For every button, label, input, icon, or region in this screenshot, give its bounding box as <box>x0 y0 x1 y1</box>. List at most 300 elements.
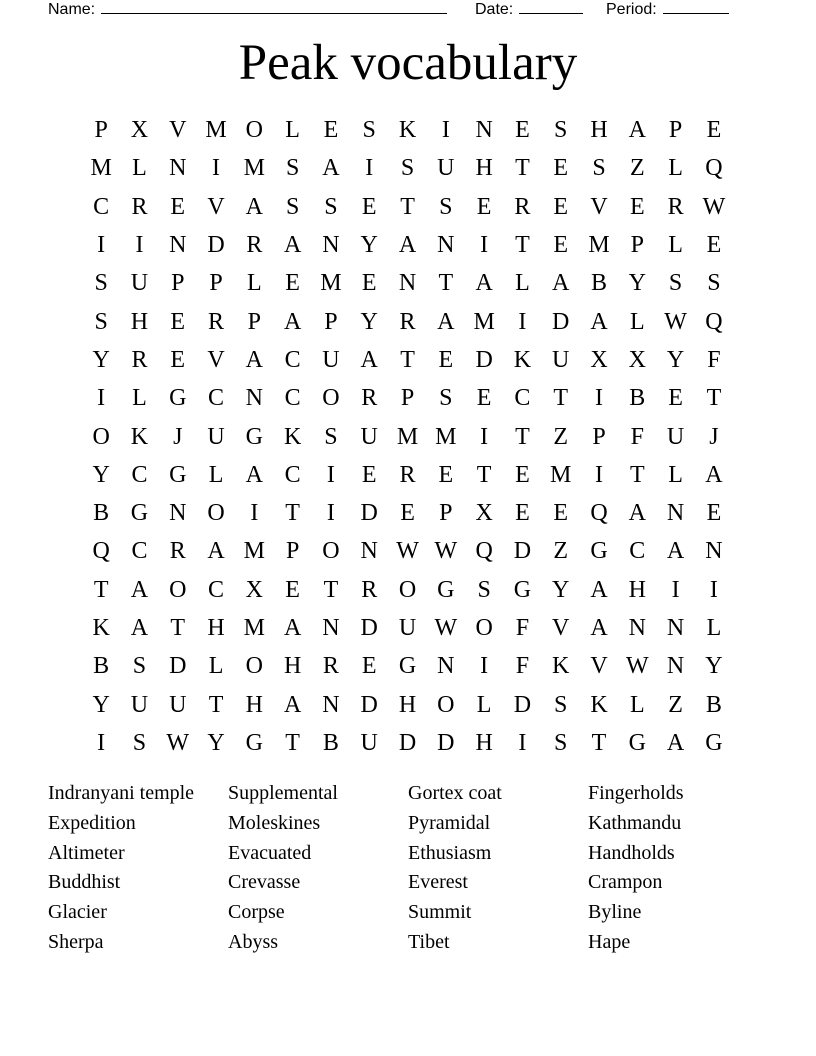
grid-letter[interactable]: E <box>706 117 722 144</box>
grid-letter[interactable]: K <box>398 117 417 144</box>
grid-letter[interactable]: G <box>628 729 646 756</box>
grid-letter[interactable]: R <box>322 653 339 680</box>
grid-letter[interactable]: X <box>590 346 608 373</box>
grid-letter[interactable]: D <box>360 691 378 718</box>
grid-letter[interactable]: M <box>550 461 572 488</box>
grid-letter[interactable]: V <box>590 653 608 680</box>
grid-letter[interactable]: E <box>515 117 530 144</box>
grid-letter[interactable]: Z <box>629 155 645 182</box>
grid-letter[interactable]: A <box>245 461 263 488</box>
word-bank-item: Glacier <box>48 901 107 924</box>
grid-letter[interactable]: I <box>595 461 603 488</box>
grid-letter[interactable]: L <box>668 155 683 182</box>
grid-letter[interactable]: F <box>707 346 721 373</box>
grid-letter[interactable]: B <box>591 270 608 297</box>
grid-letter[interactable]: Y <box>92 461 110 488</box>
grid-letter[interactable]: E <box>515 461 530 488</box>
grid-letter[interactable]: A <box>666 538 685 565</box>
grid-letter[interactable]: U <box>130 691 149 718</box>
grid-letter[interactable]: M <box>320 270 342 297</box>
grid-letter[interactable]: N <box>322 615 340 641</box>
grid-letter[interactable]: P <box>209 270 223 297</box>
grid-letter[interactable]: U <box>666 423 685 450</box>
grid-letter[interactable]: N <box>437 232 455 259</box>
grid-letter[interactable]: I <box>250 500 259 527</box>
grid-letter[interactable]: A <box>283 308 302 335</box>
grid-letter[interactable]: I <box>97 385 106 412</box>
grid-letter[interactable]: M <box>243 538 265 565</box>
grid-letter[interactable]: M <box>396 423 419 450</box>
grid-letter[interactable]: A <box>552 270 570 297</box>
grid-letter[interactable]: A <box>590 576 608 603</box>
grid-letter[interactable]: W <box>396 538 419 565</box>
grid-letter[interactable]: I <box>595 385 603 412</box>
name-field[interactable] <box>48 0 447 19</box>
grid-letter[interactable]: L <box>208 461 224 488</box>
grid-letter[interactable]: Q <box>705 308 723 335</box>
grid-letter[interactable]: E <box>668 385 683 412</box>
grid-letter[interactable]: A <box>322 155 340 182</box>
grid-letter[interactable]: E <box>170 308 186 335</box>
grid-letter[interactable]: L <box>208 653 224 680</box>
grid-letter[interactable]: P <box>94 117 108 144</box>
grid-letter[interactable]: I <box>518 729 527 756</box>
grid-letter[interactable]: G <box>590 538 608 565</box>
grid-letter[interactable]: D <box>207 232 225 259</box>
grid-letter[interactable]: W <box>434 615 458 641</box>
grid-letter[interactable]: W <box>702 193 726 220</box>
grid-letter[interactable]: P <box>285 538 300 565</box>
grid-letter[interactable]: P <box>668 117 683 144</box>
grid-letter[interactable]: G <box>705 729 723 756</box>
grid-letter[interactable]: E <box>553 193 569 220</box>
grid-letter[interactable]: I <box>365 155 374 182</box>
grid-letter[interactable]: N <box>245 385 263 412</box>
grid-letter[interactable]: N <box>437 653 455 680</box>
grid-letter[interactable]: L <box>285 117 300 144</box>
grid-letter[interactable]: K <box>590 691 608 718</box>
grid-letter[interactable]: B <box>322 729 339 756</box>
grid-letter[interactable]: S <box>285 193 300 220</box>
grid-letter[interactable]: O <box>322 538 340 565</box>
grid-letter[interactable]: A <box>437 308 455 335</box>
grid-letter[interactable]: L <box>476 691 492 718</box>
grid-letter[interactable]: W <box>664 308 687 335</box>
grid-letter[interactable]: Q <box>590 500 608 527</box>
grid-letter[interactable]: S <box>132 729 147 756</box>
grid-letter[interactable]: A <box>283 232 302 259</box>
grid-letter[interactable]: A <box>283 615 302 641</box>
grid-letter[interactable]: D <box>437 729 455 756</box>
grid-letter[interactable]: N <box>666 653 685 680</box>
grid-letter[interactable]: A <box>590 308 608 335</box>
grid-letter[interactable]: S <box>362 117 376 144</box>
grid-letter[interactable]: R <box>208 308 225 335</box>
grid-letter[interactable]: N <box>322 691 340 718</box>
grid-letter[interactable]: I <box>212 155 221 182</box>
grid-letter[interactable]: Y <box>207 729 225 756</box>
grid-letter[interactable]: Z <box>668 691 683 718</box>
grid-letter[interactable]: T <box>285 729 300 756</box>
grid-letter[interactable]: N <box>322 232 340 259</box>
grid-letter[interactable]: U <box>552 346 570 373</box>
grid-letter[interactable]: U <box>207 423 225 450</box>
grid-letter[interactable]: C <box>131 538 148 565</box>
grid-letter[interactable]: E <box>553 155 569 182</box>
grid-letter[interactable]: Y <box>666 346 685 373</box>
grid-letter[interactable]: I <box>326 500 335 527</box>
grid-letter[interactable]: W <box>434 538 458 565</box>
grid-row <box>82 532 734 570</box>
grid-letter[interactable]: S <box>400 155 415 182</box>
grid-letter[interactable]: M <box>473 308 495 335</box>
grid-letter[interactable]: I <box>97 729 106 756</box>
grid-letter[interactable]: B <box>93 653 110 680</box>
grid-letter[interactable]: O <box>169 576 187 603</box>
grid-letter[interactable]: Y <box>92 691 110 718</box>
grid-letter[interactable]: W <box>625 653 649 680</box>
grid-letter[interactable]: Q <box>92 538 110 565</box>
grid-letter[interactable]: P <box>247 308 262 335</box>
grid-letter[interactable]: A <box>590 615 608 641</box>
grid-letter[interactable]: T <box>400 193 415 220</box>
grid-letter[interactable]: K <box>92 615 110 641</box>
grid-letter[interactable]: L <box>629 691 645 718</box>
word-bank-item: Crampon <box>588 871 663 894</box>
grid-letter[interactable]: I <box>480 653 489 680</box>
grid-letter[interactable]: A <box>475 270 493 297</box>
grid-letter[interactable]: N <box>628 615 646 641</box>
grid-letter[interactable]: I <box>441 117 450 144</box>
grid-letter[interactable]: F <box>515 615 530 641</box>
period-field[interactable] <box>606 0 729 19</box>
grid-letter[interactable]: Z <box>553 423 569 450</box>
grid-letter[interactable]: P <box>439 500 453 527</box>
grid-letter[interactable]: J <box>173 423 183 450</box>
grid-letter[interactable]: D <box>513 538 532 565</box>
grid-letter[interactable]: H <box>475 155 493 182</box>
grid-letter[interactable]: T <box>591 729 607 756</box>
grid-letter[interactable]: S <box>707 270 721 297</box>
grid-letter[interactable]: F <box>515 653 530 680</box>
grid-letter[interactable]: R <box>361 576 378 603</box>
grid-letter[interactable]: A <box>245 346 263 373</box>
grid-letter[interactable]: N <box>169 500 187 527</box>
grid-letter[interactable]: E <box>553 232 569 259</box>
grid-letter[interactable]: N <box>705 538 723 565</box>
grid-letter[interactable]: T <box>553 385 569 412</box>
grid-letter[interactable]: H <box>475 729 493 756</box>
grid-letter[interactable]: R <box>514 193 531 220</box>
grid-letter[interactable]: A <box>130 615 149 641</box>
grid-letter[interactable]: O <box>207 500 225 527</box>
grid-letter[interactable]: R <box>361 385 378 412</box>
grid-letter[interactable]: E <box>438 346 454 373</box>
grid-letter[interactable]: U <box>169 691 187 718</box>
grid-letter[interactable]: C <box>208 576 225 603</box>
grid-letter[interactable]: E <box>476 385 492 412</box>
grid-letter[interactable]: T <box>323 576 339 603</box>
grid-letter[interactable]: T <box>438 270 454 297</box>
grid-letter[interactable]: D <box>169 653 187 680</box>
grid-letter[interactable]: E <box>170 193 186 220</box>
grid-letter[interactable]: B <box>629 385 646 412</box>
grid-letter[interactable]: Y <box>360 308 378 335</box>
grid-letter[interactable]: D <box>475 346 493 373</box>
grid-letter[interactable]: C <box>93 193 110 220</box>
grid-letter[interactable]: S <box>668 270 683 297</box>
grid-letter[interactable]: T <box>476 461 492 488</box>
grid-letter[interactable]: N <box>169 155 187 182</box>
grid-letter[interactable]: S <box>439 193 453 220</box>
grid-letter[interactable]: W <box>166 729 190 756</box>
grid-letter[interactable]: Y <box>92 346 110 373</box>
grid-letter[interactable]: V <box>169 117 187 144</box>
word-bank-item: Handholds <box>588 841 675 864</box>
grid-letter[interactable]: J <box>709 423 719 450</box>
grid-letter[interactable]: X <box>475 500 493 527</box>
grid-letter[interactable]: R <box>399 308 416 335</box>
grid-letter[interactable]: E <box>361 193 377 220</box>
grid-letter[interactable]: F <box>630 423 644 450</box>
grid-letter[interactable]: I <box>709 576 718 603</box>
grid-letter[interactable]: S <box>132 653 147 680</box>
grid-letter[interactable]: D <box>360 615 378 641</box>
grid-letter[interactable]: C <box>131 461 148 488</box>
grid-letter[interactable]: T <box>170 615 186 641</box>
grid-letter[interactable]: B <box>705 691 722 718</box>
grid-letter[interactable]: E <box>361 653 377 680</box>
grid-letter[interactable]: O <box>475 615 493 641</box>
grid-letter[interactable]: P <box>630 232 644 259</box>
grid-letter[interactable]: C <box>629 538 646 565</box>
grid-letter[interactable]: A <box>283 691 302 718</box>
grid-letter[interactable]: A <box>628 117 646 144</box>
grid-letter[interactable]: U <box>360 729 378 756</box>
grid-letter[interactable]: I <box>671 576 680 603</box>
grid-letter[interactable]: G <box>130 500 149 527</box>
grid-letter[interactable]: M <box>588 232 610 259</box>
grid-letter[interactable]: P <box>171 270 185 297</box>
grid-letter[interactable]: R <box>131 346 148 373</box>
grid-letter[interactable]: E <box>706 232 722 259</box>
grid-letter[interactable]: P <box>400 385 415 412</box>
grid-letter[interactable]: T <box>515 423 530 450</box>
grid-letter[interactable]: S <box>285 155 300 182</box>
grid-letter[interactable]: I <box>480 423 489 450</box>
grid-letter[interactable]: U <box>437 155 455 182</box>
grid-letter[interactable]: S <box>94 270 108 297</box>
grid-letter[interactable]: H <box>245 691 263 718</box>
grid-letter[interactable]: U <box>360 423 378 450</box>
grid-letter[interactable]: K <box>513 346 532 373</box>
grid-letter[interactable]: Q <box>705 155 723 182</box>
grid-letter[interactable]: N <box>666 615 685 641</box>
grid-letter[interactable]: N <box>169 232 187 259</box>
grid-letter[interactable]: E <box>323 117 339 144</box>
grid-letter[interactable]: A <box>360 346 378 373</box>
grid-letter[interactable]: A <box>398 232 417 259</box>
grid-letter[interactable]: T <box>515 232 530 259</box>
grid-letter[interactable]: O <box>245 117 263 144</box>
grid-letter[interactable]: G <box>398 653 417 680</box>
grid-letter[interactable]: R <box>131 193 148 220</box>
grid-letter[interactable]: C <box>284 346 301 373</box>
name-blank[interactable] <box>101 0 447 14</box>
grid-letter[interactable]: Y <box>705 653 723 680</box>
grid-letter[interactable]: N <box>360 538 378 565</box>
grid-letter[interactable]: H <box>207 615 225 641</box>
grid-letter[interactable]: M <box>90 155 112 182</box>
grid-letter[interactable]: G <box>169 385 187 412</box>
grid-letter[interactable]: S <box>477 576 491 603</box>
grid-letter[interactable]: S <box>324 423 338 450</box>
grid-letter[interactable]: A <box>628 500 646 527</box>
grid-letter[interactable]: I <box>135 232 144 259</box>
grid-letter[interactable]: T <box>400 346 415 373</box>
grid-letter[interactable]: I <box>518 308 527 335</box>
grid-letter[interactable]: G <box>513 576 532 603</box>
grid-letter[interactable]: I <box>326 461 335 488</box>
grid-letter[interactable]: D <box>552 308 570 335</box>
word-search-grid <box>82 111 734 762</box>
grid-letter[interactable]: L <box>132 155 147 182</box>
grid-letter[interactable]: U <box>398 615 417 641</box>
grid-letter[interactable]: X <box>628 346 646 373</box>
grid-letter[interactable]: T <box>285 500 300 527</box>
grid-letter[interactable]: H <box>398 691 417 718</box>
grid-letter[interactable]: E <box>361 270 377 297</box>
grid-letter[interactable]: E <box>400 500 415 527</box>
grid-letter[interactable]: C <box>514 385 531 412</box>
grid-letter[interactable]: S <box>592 155 606 182</box>
grid-letter[interactable]: V <box>207 346 225 373</box>
grid-letter[interactable]: O <box>92 423 110 450</box>
grid-letter[interactable]: S <box>94 308 108 335</box>
grid-letter[interactable]: D <box>360 500 378 527</box>
grid-letter[interactable]: A <box>245 193 263 220</box>
grid-letter[interactable]: L <box>668 232 683 259</box>
grid-letter[interactable]: T <box>706 385 722 412</box>
grid-letter[interactable]: R <box>399 461 416 488</box>
grid-letter[interactable]: E <box>476 193 492 220</box>
grid-letter[interactable]: G <box>245 423 263 450</box>
grid-letter[interactable]: G <box>245 729 263 756</box>
grid-letter[interactable]: R <box>246 232 263 259</box>
grid-letter[interactable]: E <box>515 500 530 527</box>
grid-letter[interactable]: A <box>705 461 723 488</box>
grid-letter[interactable]: I <box>97 232 106 259</box>
grid-letter[interactable]: E <box>553 500 569 527</box>
grid-letter[interactable]: N <box>475 117 493 144</box>
grid-letter[interactable]: V <box>552 615 570 641</box>
grid-letter[interactable]: T <box>515 155 530 182</box>
grid-letter[interactable]: E <box>285 576 300 603</box>
grid-letter[interactable]: B <box>93 500 110 527</box>
grid-letter[interactable]: S <box>324 193 338 220</box>
grid-letter[interactable]: E <box>706 500 722 527</box>
grid-letter[interactable]: S <box>554 117 568 144</box>
grid-letter[interactable]: X <box>245 576 263 603</box>
grid-letter[interactable]: Y <box>552 576 570 603</box>
grid-letter[interactable]: K <box>283 423 302 450</box>
grid-letter[interactable]: C <box>284 385 301 412</box>
grid-letter[interactable]: L <box>706 615 722 641</box>
date-field[interactable] <box>475 0 583 19</box>
grid-letter[interactable]: Z <box>553 538 569 565</box>
grid-letter[interactable]: L <box>247 270 262 297</box>
grid-letter[interactable]: I <box>480 232 489 259</box>
date-blank[interactable] <box>519 0 583 14</box>
period-blank[interactable] <box>663 0 729 14</box>
grid-letter[interactable]: C <box>284 461 301 488</box>
grid-letter[interactable]: C <box>208 385 225 412</box>
grid-letter[interactable]: M <box>435 423 457 450</box>
grid-letter[interactable]: H <box>130 308 149 335</box>
grid-letter[interactable]: D <box>513 691 532 718</box>
grid-letter[interactable]: T <box>629 461 645 488</box>
grid-letter[interactable]: L <box>132 385 147 412</box>
grid-letter[interactable]: S <box>554 729 568 756</box>
grid-letter[interactable]: G <box>169 461 187 488</box>
grid-letter[interactable]: L <box>629 308 645 335</box>
grid-letter[interactable]: R <box>667 193 684 220</box>
grid-letter[interactable]: T <box>93 576 109 603</box>
grid-letter[interactable]: S <box>439 385 453 412</box>
grid-letter[interactable]: S <box>554 691 568 718</box>
grid-letter[interactable]: M <box>243 615 265 641</box>
grid-letter[interactable]: X <box>130 117 149 144</box>
grid-letter[interactable]: E <box>170 346 186 373</box>
grid-letter[interactable]: A <box>130 576 149 603</box>
grid-letter[interactable]: H <box>628 576 646 603</box>
grid-letter[interactable]: M <box>243 155 265 182</box>
grid-letter[interactable]: G <box>437 576 455 603</box>
grid-letter[interactable]: D <box>398 729 417 756</box>
grid-letter[interactable]: Y <box>628 270 646 297</box>
grid-letter[interactable]: V <box>590 193 608 220</box>
grid-letter[interactable]: O <box>245 653 263 680</box>
grid-letter[interactable]: U <box>322 346 340 373</box>
grid-letter[interactable]: E <box>438 461 454 488</box>
grid-letter[interactable]: H <box>590 117 608 144</box>
grid-letter[interactable]: K <box>130 423 149 450</box>
grid-letter[interactable]: Q <box>475 538 493 565</box>
grid-letter[interactable]: E <box>285 270 300 297</box>
grid-letter[interactable]: N <box>666 500 685 527</box>
grid-letter[interactable]: A <box>207 538 225 565</box>
grid-letter[interactable]: L <box>668 461 683 488</box>
grid-letter[interactable]: T <box>208 691 224 718</box>
grid-letter[interactable]: K <box>552 653 570 680</box>
grid-letter[interactable]: O <box>398 576 417 603</box>
grid-letter[interactable]: N <box>398 270 417 297</box>
grid-letter[interactable]: U <box>130 270 149 297</box>
grid-letter[interactable]: A <box>666 729 685 756</box>
grid-letter[interactable]: L <box>515 270 530 297</box>
grid-letter[interactable]: Y <box>360 232 378 259</box>
grid-letter[interactable]: P <box>592 423 606 450</box>
grid-letter[interactable]: M <box>205 117 227 144</box>
grid-letter[interactable]: O <box>437 691 455 718</box>
grid-letter[interactable]: P <box>324 308 338 335</box>
grid-letter[interactable]: V <box>207 193 225 220</box>
grid-letter[interactable]: H <box>283 653 302 680</box>
grid-letter[interactable]: R <box>169 538 186 565</box>
grid-letter[interactable]: E <box>629 193 645 220</box>
grid-letter[interactable]: O <box>322 385 340 412</box>
grid-letter[interactable]: E <box>361 461 377 488</box>
